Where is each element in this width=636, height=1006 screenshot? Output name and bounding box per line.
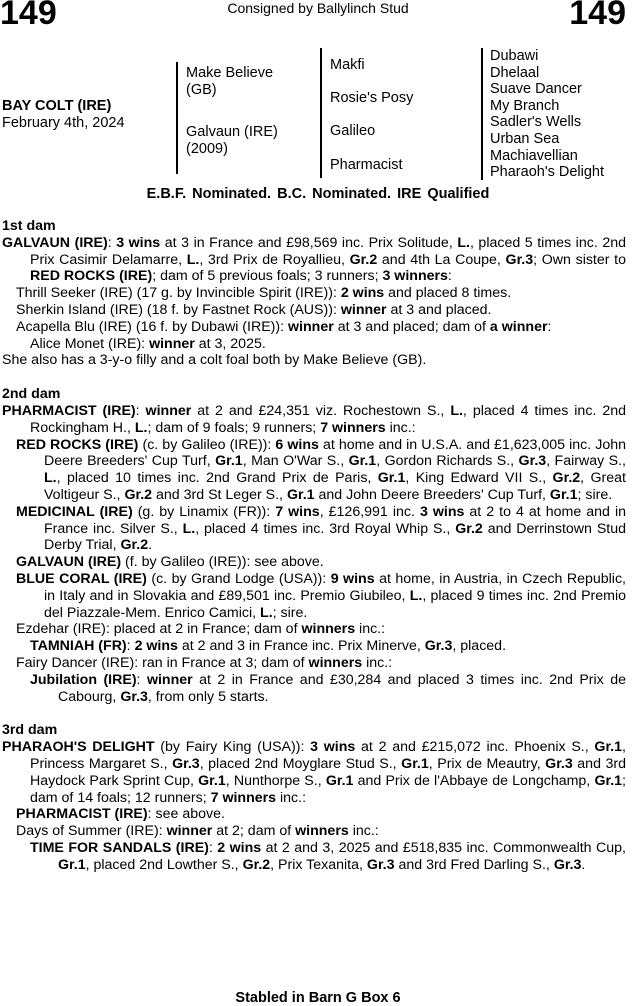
- progeny-red-rocks: RED ROCKS (IRE) (c. by Galileo (IRE)): 6 wins at home and in U.S.A. and £1,623,005 inc. John Deere Breeders' Cup Turf, Gr.1, Man O'War S., Gr.1, Gordon Richards S., Gr.3, Fairway S., L., placed 10 times inc. 2nd Grand Prix de Paris, Gr.1, King Edward VII S., Gr.2, Great Voltigeur S., Gr.2 and 3rd St Leger S., Gr.1 and John Deere Breeders' Cup Turf, Gr.1; sire.: [16, 436, 627, 503]
- pedigree-gen2-2: Galileo: [330, 123, 376, 139]
- nominations: E.B.F. Nominated. B.C. Nominated. IRE Qualified: [146, 186, 490, 202]
- horse-dob: February 4th, 2024: [2, 115, 125, 131]
- progeny-acapella-blu: Acapella Blu (IRE) (16 f. by Dubawi (IRE)): winner at 3 and placed; dam of a winner:: [16, 318, 552, 335]
- progeny-galvaun: GALVAUN (IRE) (f. by Galileo (IRE)): see above.: [16, 554, 324, 571]
- pedigree-gen2-3: Pharmacist: [330, 157, 403, 173]
- pedigree-gen2-1: Rosie's Posy: [330, 90, 414, 106]
- progeny-pharmacist: PHARMACIST (IRE): see above.: [16, 806, 225, 823]
- progeny-jubilation: Jubilation (IRE): winner at 2 in France and £30,284 and placed 3 times inc. 2nd Prix de Cabourg, Gr.3, from only 5 starts.: [30, 671, 626, 705]
- pedigree-dam: Galvaun (IRE) (2009): [186, 124, 278, 157]
- consignor: Consigned by Ballylinch Stud: [227, 0, 409, 16]
- progeny-alice-monet: Alice Monet (IRE): winner at 3, 2025.: [30, 335, 266, 352]
- pedigree-gen2-0: Makfi: [330, 57, 365, 73]
- dam-pharmacist: PHARMACIST (IRE): winner at 2 and £24,351 viz. Rochestown S., L., placed 4 times inc. 2nd Rockingham H., L.; dam of 9 foals; 9 runners; 7 winners inc.:: [2, 402, 626, 436]
- progeny-ezdehar: Ezdehar (IRE): placed at 2 in France; dam of winners inc.:: [16, 621, 386, 638]
- pedigree-bracket-2: [320, 48, 322, 178]
- progeny-sherkin-island: Sherkin Island (IRE) (18 f. by Fastnet Rock (AUS)): winner at 3 and placed.: [16, 301, 492, 318]
- progeny-tamniah: TAMNIAH (FR): 2 wins at 2 and 3 in France inc. Prix Minerve, Gr.3, placed.: [30, 638, 507, 655]
- dam-note: She also has a 3-y-o filly and a colt foal both by Make Believe (GB).: [2, 352, 427, 369]
- horse-sex-line: BAY COLT (IRE): [2, 98, 112, 114]
- dam-pharaohs-delight: PHARAOH'S DELIGHT (by Fairy King (USA)): 3 wins at 2 and £215,072 inc. Phoenix S., Gr.1, Princess Margaret S., Gr.3, placed 2nd Moyglare Stud S., Gr.1, Prix de Meautry, Gr.3 and 3rd Haydock Park Sprint Cup, Gr.1, Nunthorpe S., Gr.1 and Prix de l'Abbaye de Longchamp, Gr.1; dam of 14 foals; 12 runners; 7 winners inc.:: [2, 739, 626, 806]
- lot-number-left: 149: [0, 0, 57, 32]
- pedigree-bracket-1: [176, 62, 178, 174]
- third-dam-heading: 3rd dam: [2, 722, 58, 739]
- first-dam-heading: 1st dam: [2, 218, 56, 234]
- lot-number-right: 149: [569, 0, 626, 32]
- progeny-blue-coral: BLUE CORAL (IRE) (c. by Grand Lodge (USA)): 9 wins at home, in Austria, in Czech Republic, in Italy and in Slovakia and £89,501 inc. Premio Giubileo, L., placed 9 times inc. 2nd Premio del Piazzale-Mem. Enrico Camici, L.; sire.: [16, 570, 627, 621]
- progeny-medicinal: MEDICINAL (IRE) (g. by Linamix (FR)): 7 wins, £126,991 inc. 3 wins at 2 to 4 at home and in France inc. Silver S., L., placed 4 times inc. 3rd Royal Whip S., Gr.2 and Derrinstown Stud Derby Trial, Gr.2.: [16, 503, 627, 554]
- catalogue-page: [2, 218, 626, 873]
- progeny-days-of-summer: Days of Summer (IRE): winner at 2; dam of winners inc.:: [16, 823, 379, 840]
- pedigree-bracket-3: [481, 48, 483, 180]
- pedigree-gen3: Dubawi Dhelaal Suave Dancer My Branch Sadler's Wells Urban Sea Machiavellian Pharaoh's Delight: [490, 48, 605, 181]
- stabling-footer: Stabled in Barn G Box 6: [235, 990, 401, 1006]
- second-dam-heading: 2nd dam: [2, 386, 61, 403]
- progeny-fairy-dancer: Fairy Dancer (IRE): ran in France at 3; dam of winners inc.:: [16, 654, 393, 671]
- progeny-time-for-sandals: TIME FOR SANDALS (IRE): 2 wins at 2 and 3, 2025 and £518,835 inc. Commonwealth Cup, Gr.1, placed 2nd Lowther S., Gr.2, Prix Texanita, Gr.3 and 3rd Fred Darling S., Gr.3.: [30, 839, 626, 873]
- progeny-thrill-seeker: Thrill Seeker (IRE) (17 g. by Invincible Spirit (IRE)): 2 wins and placed 8 times.: [16, 285, 512, 302]
- dam-galvaun: GALVAUN (IRE): 3 wins at 3 in France and £98,569 inc. Prix Solitude, L., placed 5 times inc. 2nd Prix Casimir Delamarre, L., 3rd Prix de Royallieu, Gr.2 and 4th La Coupe, Gr.3; Own sister to RED ROCKS (IRE); dam of 5 previous foals; 3 runners; 3 winners:: [2, 234, 626, 285]
- pedigree-sire: Make Believe (GB): [186, 65, 274, 98]
